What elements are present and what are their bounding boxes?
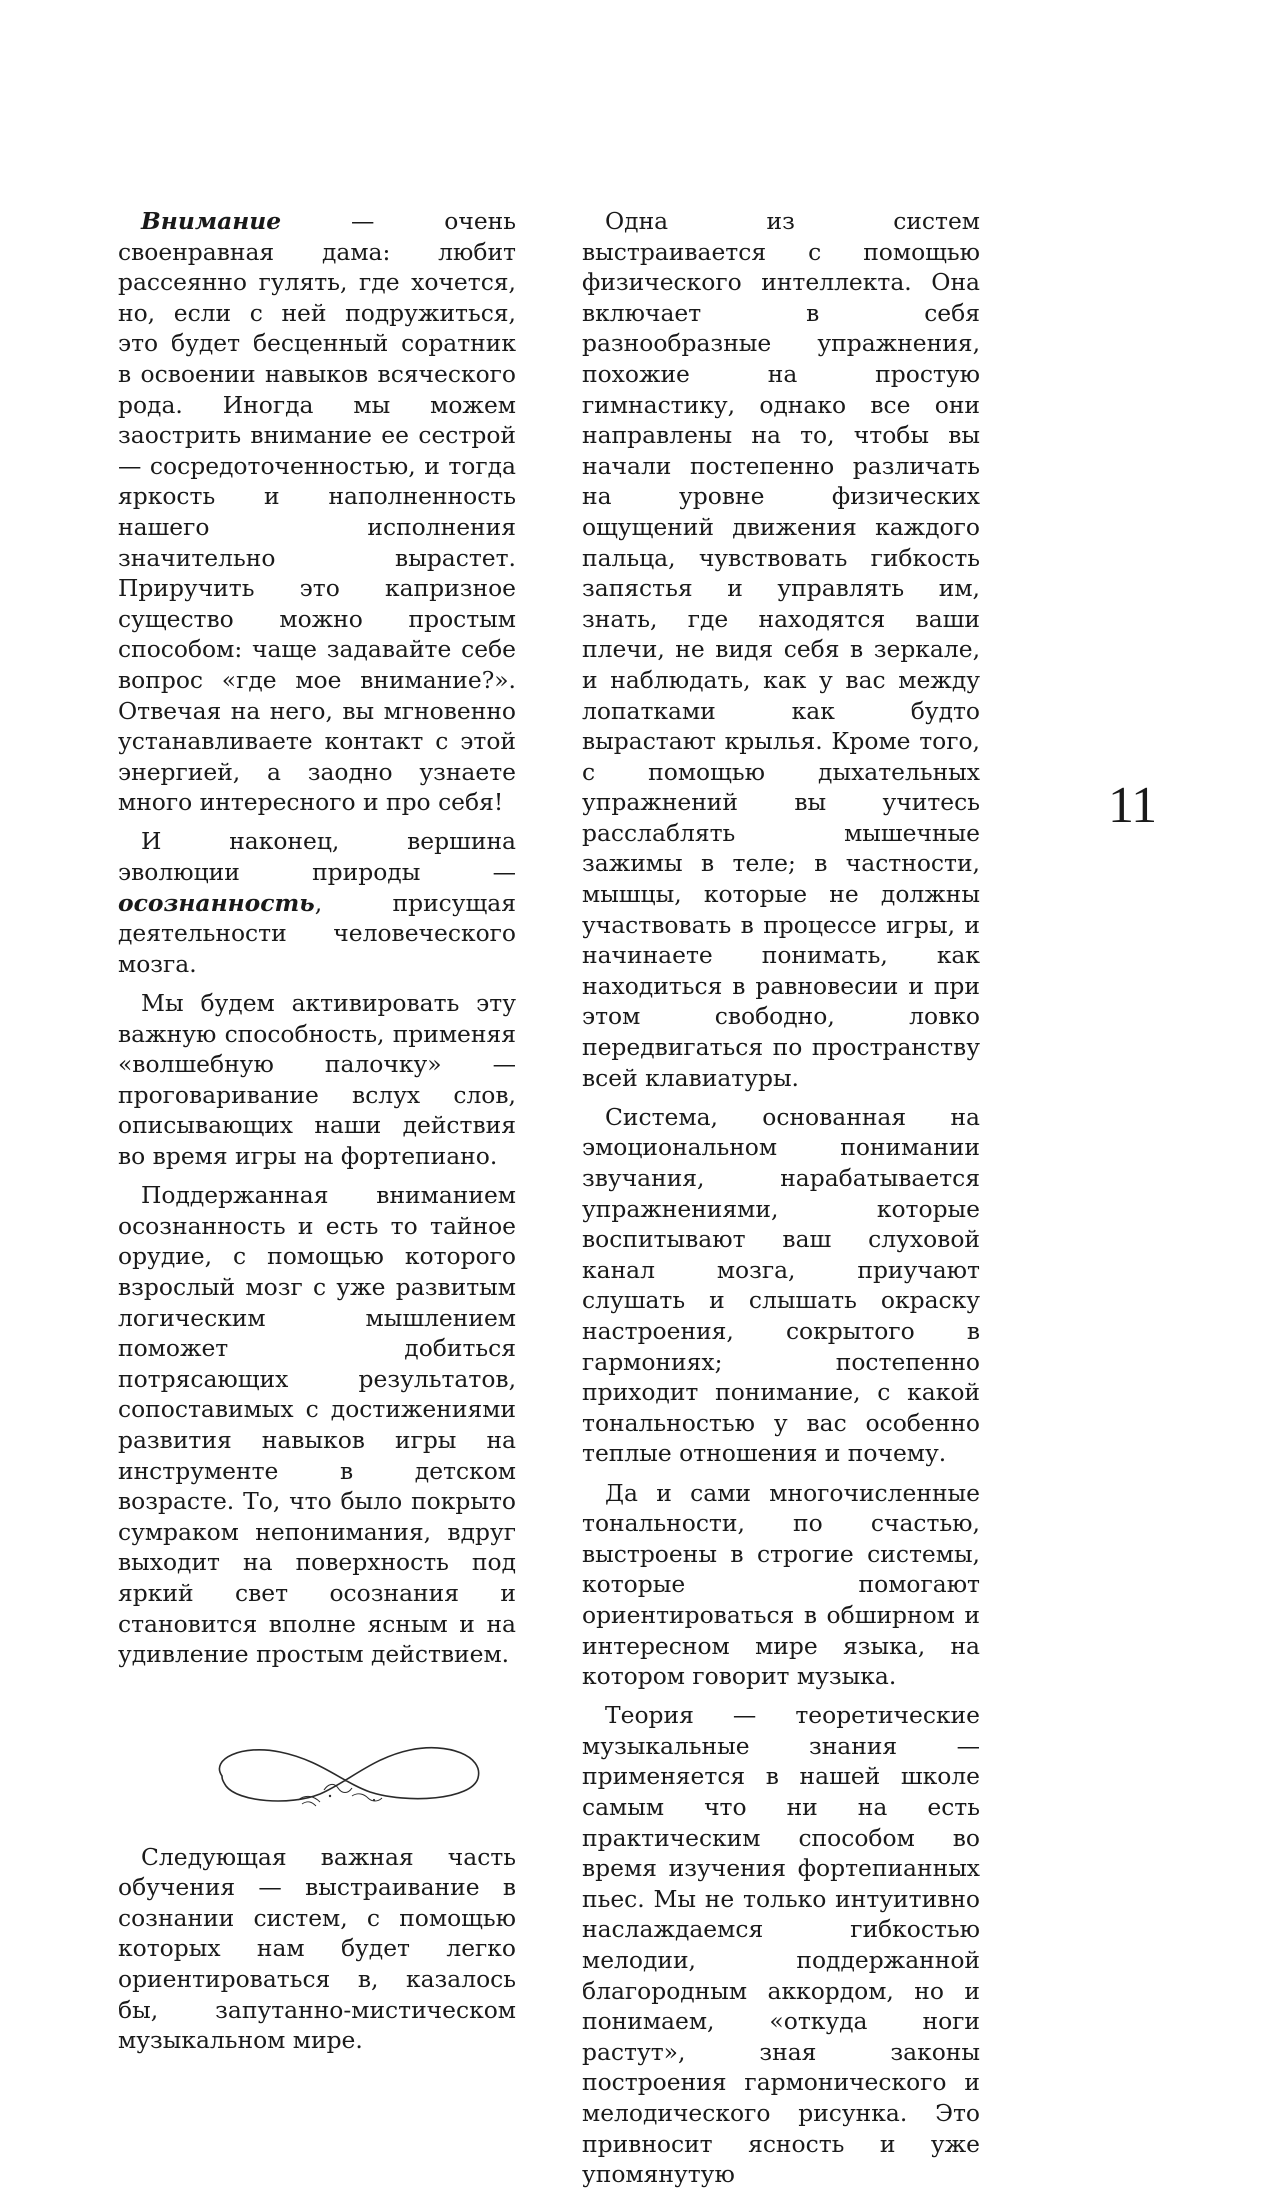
page-number: 11 — [1108, 777, 1157, 834]
paragraph-physical-intellect: Одна из систем выстраивается с помощью физического интеллекта. Она включает в себя разнообразные упражнения, похожие на простую гимнастику, однако все они направлены на то, чтобы вы начали постепенно различать на уровне физических ощущений движения каждого пальца, чувствовать гибкость запястья и управлять им, знать, где находятся ваши плечи, не видя себя в зеркале, и наблюдать, как у вас между лопатками как будто вырастают крылья. Кроме того, с помощью дыхательных упражнений вы учитесь расслаблять мышечные зажимы в теле; в частности, мышцы, которые не должны участвовать в процессе игры, и начинаете понимать, как находиться в равновесии и при этом свободно, ловко передвигаться по пространству всей клавиатуры. — [582, 207, 980, 1092]
paragraph-attention — [118, 206, 516, 818]
paragraph-emotional-system: Система, основанная на эмоциональном понимании звучания, нарабатывается упражнениями, которые воспитывают ваш слуховой канал мозга, приучают слушать и слышать окраску настроения, сокрытого в гармониях; постепенно приходит понимание, с какой тональностью у вас особенно теплые отношения и почему. — [582, 1102, 980, 1468]
paragraph-theory: Теория — теоретические музыкальные знания — применяется в нашей школе самым что ни на есть практическим способом во время изучения фортепианных пьес. Мы не только интуитивно наслаждаемся гибкостью мелодии, поддержанной благородным аккордом, но и понимаем, «откуда ноги растут», зная законы построения гармонического и мелодического рисунка. Это привносит ясность и уже упомянутую — [582, 1701, 980, 2189]
paragraph-text: , присущая деятельности человеческого мозга. — [118, 888, 516, 978]
paragraph-magic-wand: Мы будем активировать эту важную способность, применяя «волшебную палочку» — проговаривание вслух слов, описывающих наши действия во время игры на фортепиано. — [118, 989, 516, 1170]
paragraph-awareness — [118, 826, 516, 979]
paragraph-supported-awareness: Поддержанная вниманием осознанность и есть то тайное орудие, с помощью которого взрослый мозг с уже развитым логическим мышлением поможет добиться потрясающих результатов, сопоставимых с достижениями развития навыков игры на инструменте в детском возрасте. То, что было покрыто сумраком непонимания, вдруг выходит на поверхность под яркий свет осознания и становится вполне ясным и на удивление простым действием. — [118, 1181, 516, 1669]
term-awareness: осознанность — [118, 888, 315, 917]
term-attention: Внимание — [141, 207, 282, 235]
paragraph-tonalities: Да и сами многочисленные тональности, по счастью, выстроены в строгие системы, которые помогают ориентироваться в обширном и интересном мире языка, на котором говорит музыка. — [582, 1478, 980, 1691]
paragraph-text: И наконец, вершина эволюции природы — — [118, 827, 516, 887]
left-text-column — [118, 206, 516, 2064]
right-text-column — [582, 206, 980, 2198]
paragraph-text: — очень своенравная дама: любит рассеянно гулять, где хочется, но, если с ней подружиться, это будет бесценный соратник в освоении навыков всяческого рода. Иногда мы можем заострить внимание ее сестрой — сосредоточенностью, и тогда яркость и наполненность нашего исполнения значительно вырастет. Приручить это капризное существо можно простым способом: чаще задавайте себе вопрос «где мое внимание?». Отвечая на него, вы мгновенно устанавливаете контакт с этой энергией, а заодно узнаете много интересного и про себя! — [118, 207, 516, 817]
infinity-flourish-icon — [202, 1734, 492, 1818]
paragraph-systems-intro: Следующая важная часть обучения — выстраивание в сознании систем, с помощью которых нам будет легко ориентироваться в, казалось бы, запутанно-мистическом музыкальном мире. — [118, 1842, 516, 2055]
